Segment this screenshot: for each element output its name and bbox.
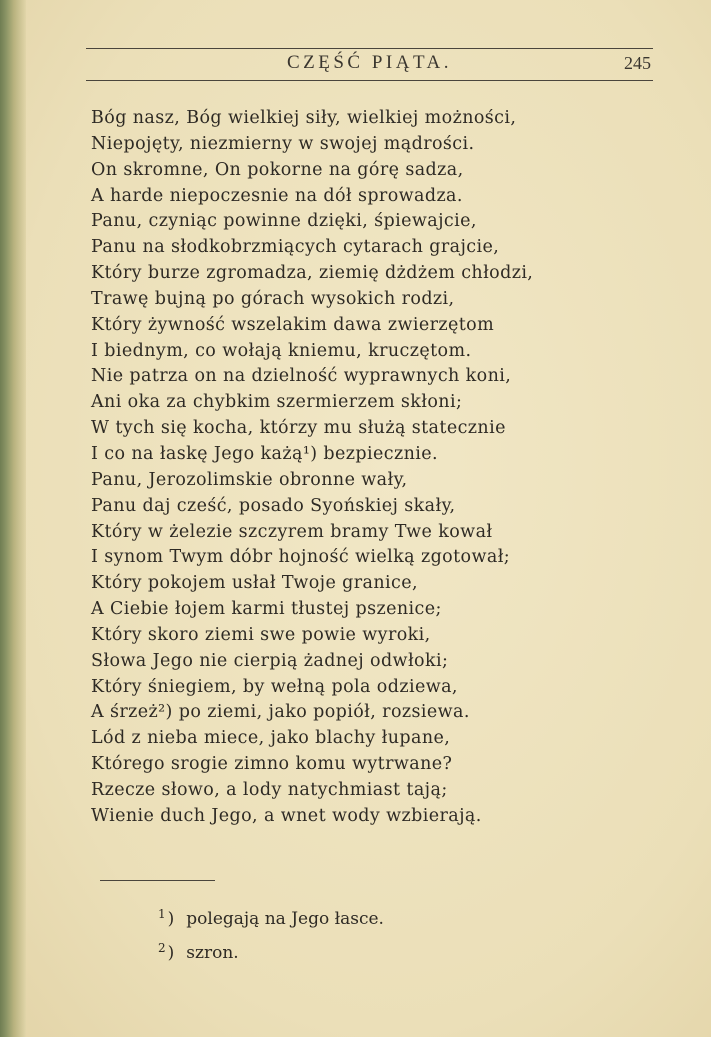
poem-line: Panu daj cześć, posado Syońskiej skały, [91,495,456,516]
footnote-paren: ) [167,909,175,929]
footnote [158,934,384,968]
footnote-text: polegają na Jego łasce. [186,909,384,929]
footnote-mark: 2 [158,941,166,955]
poem-line: Który żywność wszelakim dawa zwierzętom [91,314,495,335]
running-head [86,51,653,75]
poem-line: Słowa Jego nie cierpią żadnej odwłoki; [91,650,449,671]
footnote-rule [100,880,215,881]
footnote-paren: ) [167,943,175,963]
poem-line: I co na łaskę Jego każą¹) bezpiecznie. [91,443,438,464]
poem-line: Który skoro ziemi swe powie wyroki, [91,624,431,645]
running-title: CZĘŚĆ PIĄTA. [286,52,453,73]
poem-line: Panu na słodkobrzmiących cytarach grajcie, [91,237,500,258]
poem-line: Który śniegiem, by wełną pola odziewa, [91,676,458,697]
poem-line: I synom Twym dóbr hojność wielką zgotował; [91,547,511,568]
footnotes [158,900,384,968]
header-rule-bottom [86,80,653,81]
footnote-mark: 1 [158,907,166,921]
poem-line: Którego srogie zimno komu wytrwane? [91,754,453,775]
page-number: 245 [624,52,651,73]
poem-line: A Ciebie łojem karmi tłustej pszenice; [91,599,442,620]
poem-line: Ani oka za chybkim szermierzem skłoni; [91,392,463,413]
poem-line: Rzecze słowo, a lody natychmiast tają; [91,779,448,800]
poem-line: Nie patrza on na dzielność wyprawnych koni, [91,366,512,387]
poem-line: A śrzeż²) po ziemi, jako popiół, rozsiewa. [91,702,470,723]
binding-edge [0,0,26,1037]
poem-line: Wienie duch Jego, a wnet wody wzbierają. [91,805,482,826]
poem-line: Panu, czyniąc powinne dzięki, śpiewajcie, [91,211,477,232]
footnote-text: szron. [186,943,239,963]
poem-line: I biednym, co wołają kniemu, kruczętom. [91,340,472,361]
poem-line: Bóg nasz, Bóg wielkiej siły, wielkiej możności, [91,108,517,128]
poem-line: A harde niepoczesnie na dół sprowadza. [91,185,463,206]
poem [91,106,631,830]
poem-line: Trawę bujną po górach wysokich rodzi, [91,288,455,309]
poem-line: Lód z nieba miece, jako blachy łupane, [91,728,451,749]
poem-line: Który w żelezie szczyrem bramy Twe kował [91,521,493,542]
header-rule-top [86,48,653,49]
poem-line: Panu, Jerozolimskie obronne wały, [91,469,408,490]
poem-line: W tych się kocha, którzy mu służą statecznie [91,418,506,439]
footnote [158,900,384,934]
poem-line: Który pokojem usłał Twoje granice, [91,573,418,594]
poem-line: Który burze zgromadza, ziemię dżdżem chłodzi, [91,263,534,284]
poem-line: On skromne, On pokorne na górę sadza, [91,159,464,180]
poem-line: Niepojęty, niezmierny w swojej mądrości. [91,133,475,154]
